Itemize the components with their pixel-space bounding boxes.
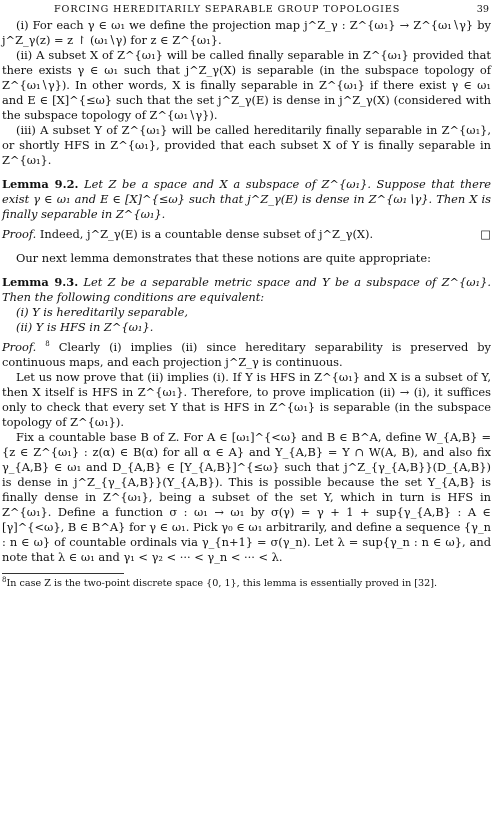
footnote-rule	[2, 573, 124, 574]
lemma-9-3-statement: Let Z be a separable metric space and Y be a subspace of Z^{ω₁}. Then the following conditions are equivalent:	[2, 275, 491, 304]
running-title: FORCING HEREDITARILY SEPARABLE GROUP TOPOLOGIES	[54, 4, 401, 15]
qed-symbol: □	[480, 227, 491, 241]
transition-paragraph: Our next lemma demonstrates that these notions are quite appropriate:	[16, 251, 431, 265]
lemma-9-3-label: Lemma 9.3.	[2, 275, 79, 289]
proof-9-3-label: Proof.	[2, 340, 37, 354]
lemma-9-2	[2, 177, 491, 222]
footnote-text: In case Z is the two-point discrete space {0, 1}, this lemma is essentially proved in [32].	[6, 578, 438, 589]
footnote	[2, 575, 491, 590]
proof-9-2-label: Proof.	[2, 227, 37, 241]
lemma-9-3-condition-ii: (ii) Y is HFS in Z^{ω₁}.	[16, 320, 154, 334]
definition-item-iii: (iii) A subset Y of Z^{ω₁} will be called hereditarily finally separable in Z^{ω₁}, or shortly HFS in Z^{ω₁}, provided that each subset X of Y is finally separable in Z^{ω₁}.	[2, 123, 491, 167]
definition-item-i: (i) For each γ ∈ ω₁ we define the projection map j^Z_γ : Z^{ω₁} → Z^{ω₁∖γ} by j^Z_γ(z) = z ↾ (ω₁∖γ) for z ∈ Z^{ω₁}.	[2, 18, 491, 47]
proof-9-3-paragraph-2: Let us now prove that (ii) implies (i). If Y is HFS in Z^{ω₁} and X is a subset of Y, then X itself is HFS in Z^{ω₁}. Therefore, to prove implication (ii) → (i), it suffices only to check that every set Y that is HFS in Z^{ω₁} is separable (in the subspace topology of Z^{ω₁}).	[2, 370, 491, 429]
footnote-number: 8	[2, 575, 7, 584]
lemma-9-2-label: Lemma 9.2.	[2, 177, 79, 191]
lemma-9-3	[2, 275, 491, 305]
page-number: 39	[476, 4, 489, 15]
proof-9-2	[2, 227, 491, 242]
proof-9-3-paragraph-1	[2, 340, 491, 370]
proof-9-2-text: Indeed, j^Z_γ(E) is a countable dense subset of j^Z_γ(X).	[39, 227, 374, 241]
lemma-9-3-condition-i: (i) Y is hereditarily separable,	[16, 305, 188, 319]
proof-9-3-paragraph-3: Fix a countable base B of Z. For A ∈ [ω₁]^{<ω} and B ∈ B^A, define W_{A,B} = {z ∈ Z^{ω₁} : z(α) ∈ B(α) for all α ∈ A} and Y_{A,B} = Y ∩ W(A, B), and also fix γ_{A,B} ∈ ω₁ and D_{A,B} ∈ [Y_{A,B}]^{≤ω} such that j^Z_{γ_{A,B}}(D_{A,B}) is dense in j^Z_{γ_{A,B}}(Y_{A,B}). This is possible because the set Y_{A,B} is finally dense in Z^{ω₁}, being a subset of the set Y, which in turn is HFS in Z^{ω₁}. Define a function σ : ω₁ → ω₁ by σ(γ) = γ + 1 + sup{γ_{A,B} : A ∈ [γ]^{<ω}, B ∈ B^A} for γ ∈ ω₁. Pick γ₀ ∈ ω₁ arbitrarily, and define a sequence {γ_n : n ∈ ω} of countable ordinals via γ_{n+1} = σ(γ_n). Let λ = sup{γ_n : n ∈ ω}, and note that λ ∈ ω₁ and γ₁ < γ₂ < ··· < γ_n < ··· < λ.	[2, 430, 491, 564]
footnote-mark: 8	[45, 340, 50, 349]
definition-item-ii: (ii) A subset X of Z^{ω₁} will be called finally separable in Z^{ω₁} provided that there exists γ ∈ ω₁ such that j^Z_γ(X) is separable (in the subspace topology of Z^{ω₁∖γ}). In other words, X is finally separable in Z^{ω₁} if there exist γ ∈ ω₁ and E ∈ [X]^{≤ω} such that the set j^Z_γ(E) is dense in j^Z_γ(X) (considered with the subspace topology of Z^{ω₁∖γ}).	[2, 48, 491, 122]
running-header	[2, 2, 491, 18]
lemma-9-2-statement: Let Z be a space and X a subspace of Z^{ω₁}. Suppose that there exist γ ∈ ω₁ and E ∈ [X]^{≤ω} such that j^Z_γ(E) is dense in Z^{ω₁∖γ}. Then X is finally separable in Z^{ω₁}.	[2, 177, 491, 221]
proof-9-3-text-1: Clearly (i) implies (ii) since hereditary separability is preserved by continuous maps, and each projection j^Z_γ is continuous.	[2, 340, 491, 369]
